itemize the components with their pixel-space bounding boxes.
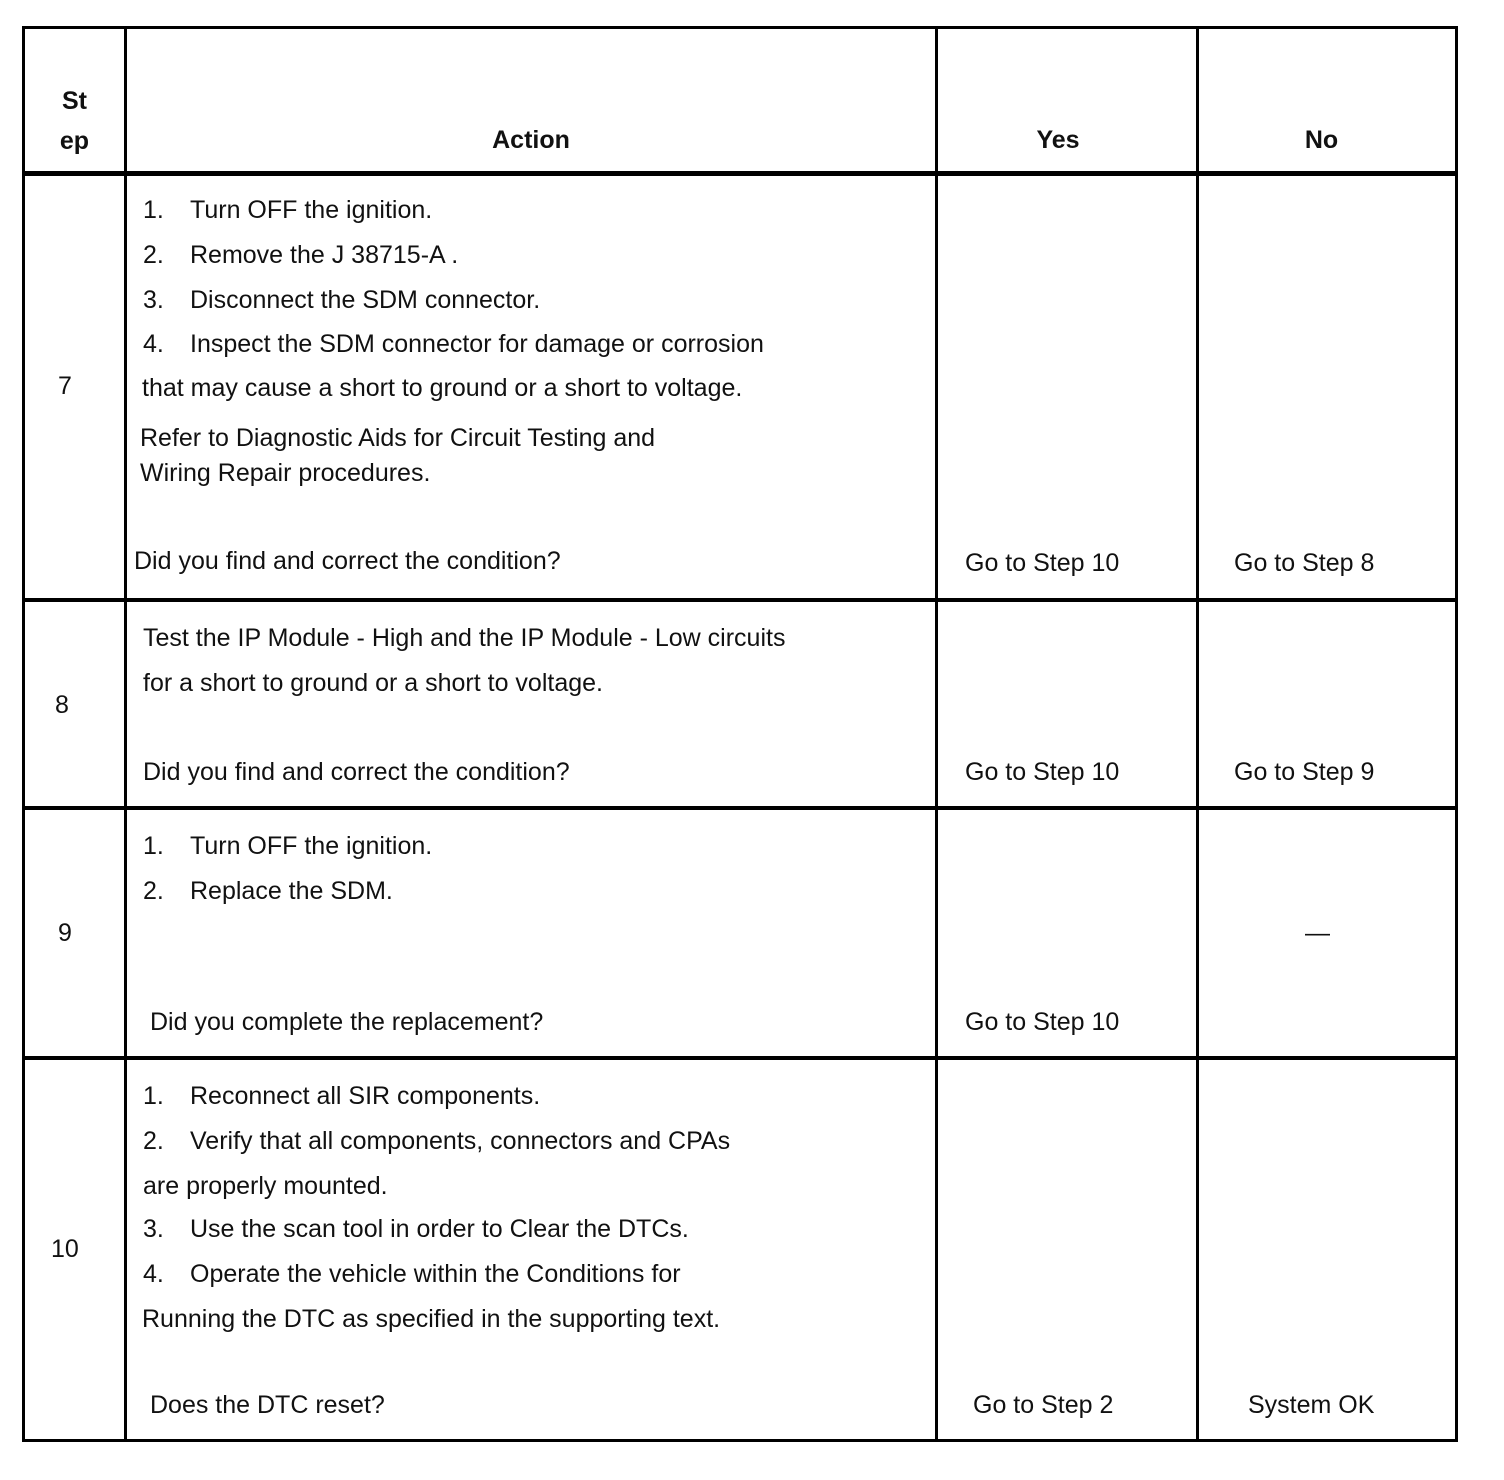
header-step bbox=[25, 86, 124, 156]
header-step-line1: St bbox=[62, 87, 87, 115]
action-line bbox=[143, 1126, 730, 1156]
action-text: Verify that all components, connectors and CPAs bbox=[190, 1127, 731, 1155]
action-text: Turn OFF the ignition. bbox=[190, 196, 433, 224]
yes-result: Go to Step 10 bbox=[965, 549, 1120, 577]
list-number: 1. bbox=[143, 196, 164, 224]
table-border-top bbox=[22, 26, 1458, 29]
row-divider bbox=[22, 1056, 1458, 1060]
no-result: Go to Step 8 bbox=[1234, 549, 1375, 577]
action-text: Replace the SDM. bbox=[190, 877, 393, 905]
list-number: 1. bbox=[143, 1082, 164, 1110]
action-text: Inspect the SDM connector for damage or corrosion bbox=[190, 330, 764, 358]
header-step-line2: ep bbox=[59, 127, 90, 155]
yes-result: Go to Step 10 bbox=[965, 1008, 1120, 1036]
list-number: 1. bbox=[143, 832, 164, 860]
step-number: 9 bbox=[58, 919, 72, 947]
row-divider bbox=[22, 598, 1458, 602]
action-line bbox=[143, 329, 764, 359]
action-text: Operate the vehicle within the Conditions for bbox=[190, 1260, 681, 1288]
header-yes: Yes bbox=[1036, 126, 1080, 154]
action-line bbox=[143, 1081, 540, 1111]
action-text: Running the DTC as specified in the supporting text. bbox=[142, 1305, 721, 1333]
action-text: Turn OFF the ignition. bbox=[190, 832, 433, 860]
action-line bbox=[143, 285, 540, 315]
question-text: Does the DTC reset? bbox=[150, 1391, 385, 1419]
action-text: Disconnect the SDM connector. bbox=[190, 286, 541, 314]
action-line bbox=[143, 1214, 689, 1244]
step-number: 10 bbox=[51, 1235, 79, 1263]
header-divider bbox=[22, 171, 1458, 176]
list-number: 4. bbox=[143, 330, 164, 358]
action-text: Wiring Repair procedures. bbox=[140, 459, 431, 487]
row-divider bbox=[22, 806, 1458, 810]
question-text: Did you find and correct the condition? bbox=[143, 758, 570, 786]
step-number: 7 bbox=[58, 372, 72, 400]
column-divider bbox=[124, 26, 127, 1442]
no-result: System OK bbox=[1248, 1391, 1375, 1419]
no-result: Go to Step 9 bbox=[1234, 758, 1375, 786]
question-text: Did you complete the replacement? bbox=[150, 1008, 544, 1036]
action-text: are properly mounted. bbox=[143, 1172, 388, 1200]
header-action: Action bbox=[492, 126, 570, 154]
table-border-right bbox=[1455, 26, 1458, 1442]
action-line bbox=[143, 240, 458, 270]
list-number: 3. bbox=[143, 286, 164, 314]
header-no: No bbox=[1304, 126, 1339, 154]
list-number: 2. bbox=[143, 1127, 164, 1155]
yes-result: Go to Step 10 bbox=[965, 758, 1120, 786]
list-number: 4. bbox=[143, 1260, 164, 1288]
action-line bbox=[143, 876, 393, 906]
action-text: Use the scan tool in order to Clear the DTCs. bbox=[190, 1215, 689, 1243]
table-border-left bbox=[22, 26, 25, 1442]
action-line bbox=[143, 831, 432, 861]
action-text: Refer to Diagnostic Aids for Circuit Testing and bbox=[140, 424, 656, 452]
table-border-bottom bbox=[22, 1439, 1458, 1442]
list-number: 2. bbox=[143, 877, 164, 905]
step-number: 8 bbox=[55, 691, 69, 719]
yes-result: Go to Step 2 bbox=[973, 1391, 1114, 1419]
list-number: 3. bbox=[143, 1215, 164, 1243]
action-line bbox=[143, 1259, 681, 1289]
column-divider bbox=[935, 26, 938, 1442]
action-text: Remove the J 38715-A . bbox=[190, 241, 459, 269]
no-result: — bbox=[1305, 919, 1330, 947]
action-text: Reconnect all SIR components. bbox=[190, 1082, 541, 1110]
action-text: Test the IP Module - High and the IP Module - Low circuits bbox=[143, 624, 786, 652]
question-text: Did you find and correct the condition? bbox=[134, 547, 561, 575]
action-line bbox=[143, 195, 432, 225]
list-number: 2. bbox=[143, 241, 164, 269]
column-divider bbox=[1196, 26, 1199, 1442]
action-text: for a short to ground or a short to voltage. bbox=[143, 669, 603, 697]
action-text: that may cause a short to ground or a short to voltage. bbox=[142, 374, 743, 402]
